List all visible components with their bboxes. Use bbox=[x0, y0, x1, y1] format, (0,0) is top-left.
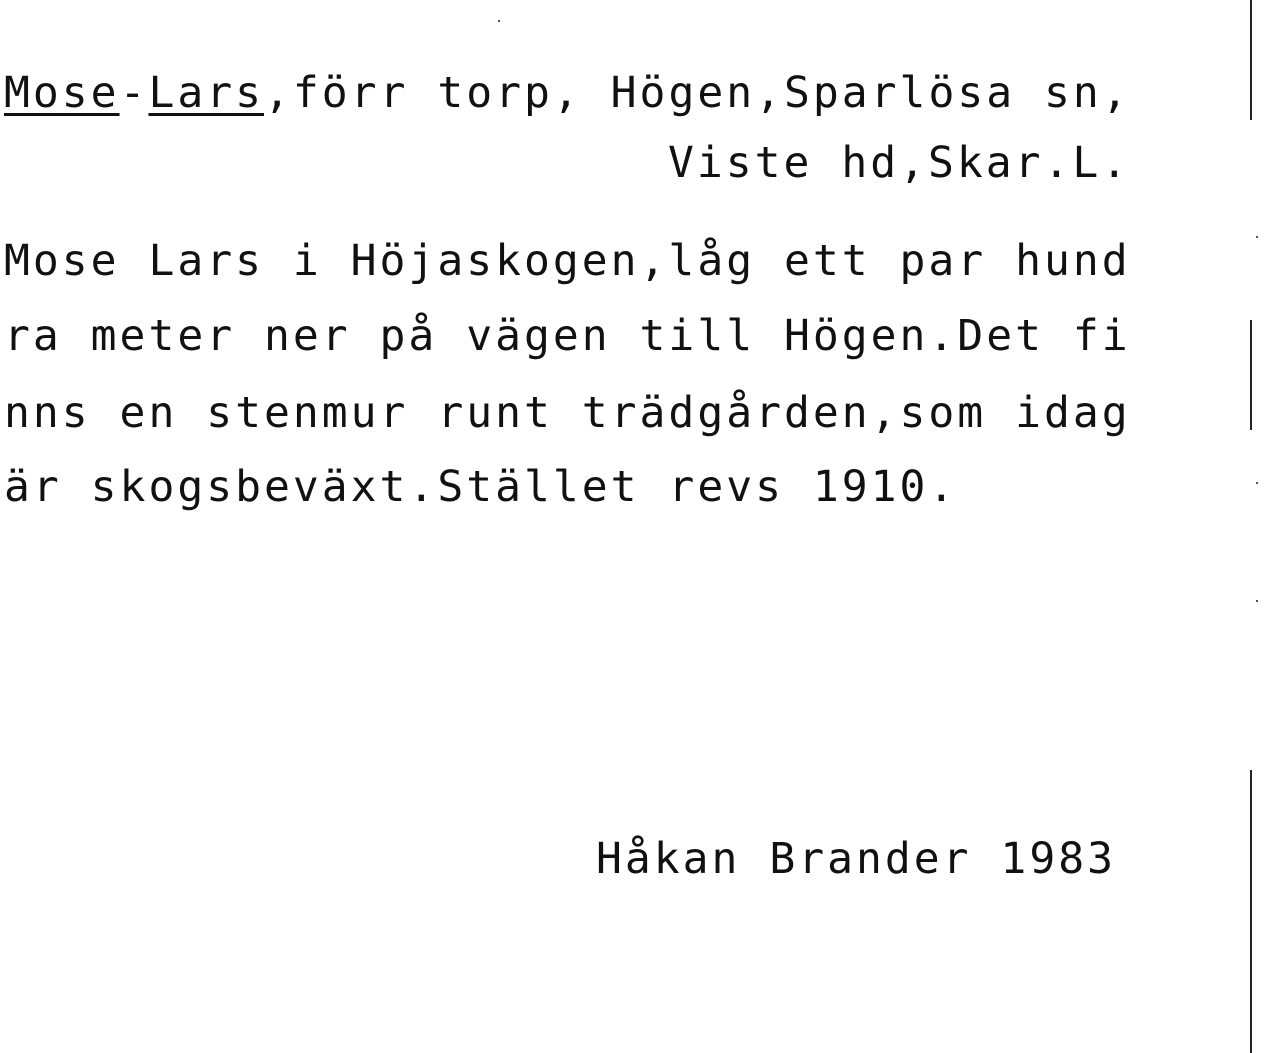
name-part-lars: Lars bbox=[148, 68, 265, 118]
heading-location: ,förr torp, Högen,Sparlösa sn, bbox=[264, 68, 1131, 118]
body-line-1: Mose Lars i Höjaskogen,låg ett par hund bbox=[4, 236, 1131, 286]
body-line-2: ra meter ner på vägen till Högen.Det fi bbox=[4, 311, 1131, 361]
scan-edge-line bbox=[1250, 320, 1252, 430]
scan-speck bbox=[1256, 236, 1258, 238]
signature: Håkan Brander 1983 bbox=[596, 834, 1116, 884]
scan-speck bbox=[1256, 600, 1258, 602]
body-line-4: är skogsbeväxt.Stället revs 1910. bbox=[4, 462, 958, 512]
scan-speck bbox=[1256, 482, 1258, 484]
name-hyphen: - bbox=[119, 68, 149, 118]
card-heading-line-1 bbox=[4, 68, 1131, 118]
card-heading-line-2: Viste hd,Skar.L. bbox=[668, 138, 1131, 188]
body-line-3: nns en stenmur runt trädgården,som idag bbox=[4, 388, 1131, 438]
scan-edge-line bbox=[1250, 0, 1252, 120]
name-part-mose: Mose bbox=[4, 68, 120, 118]
scan-edge-line bbox=[1250, 770, 1252, 1053]
scan-speck bbox=[498, 20, 500, 22]
